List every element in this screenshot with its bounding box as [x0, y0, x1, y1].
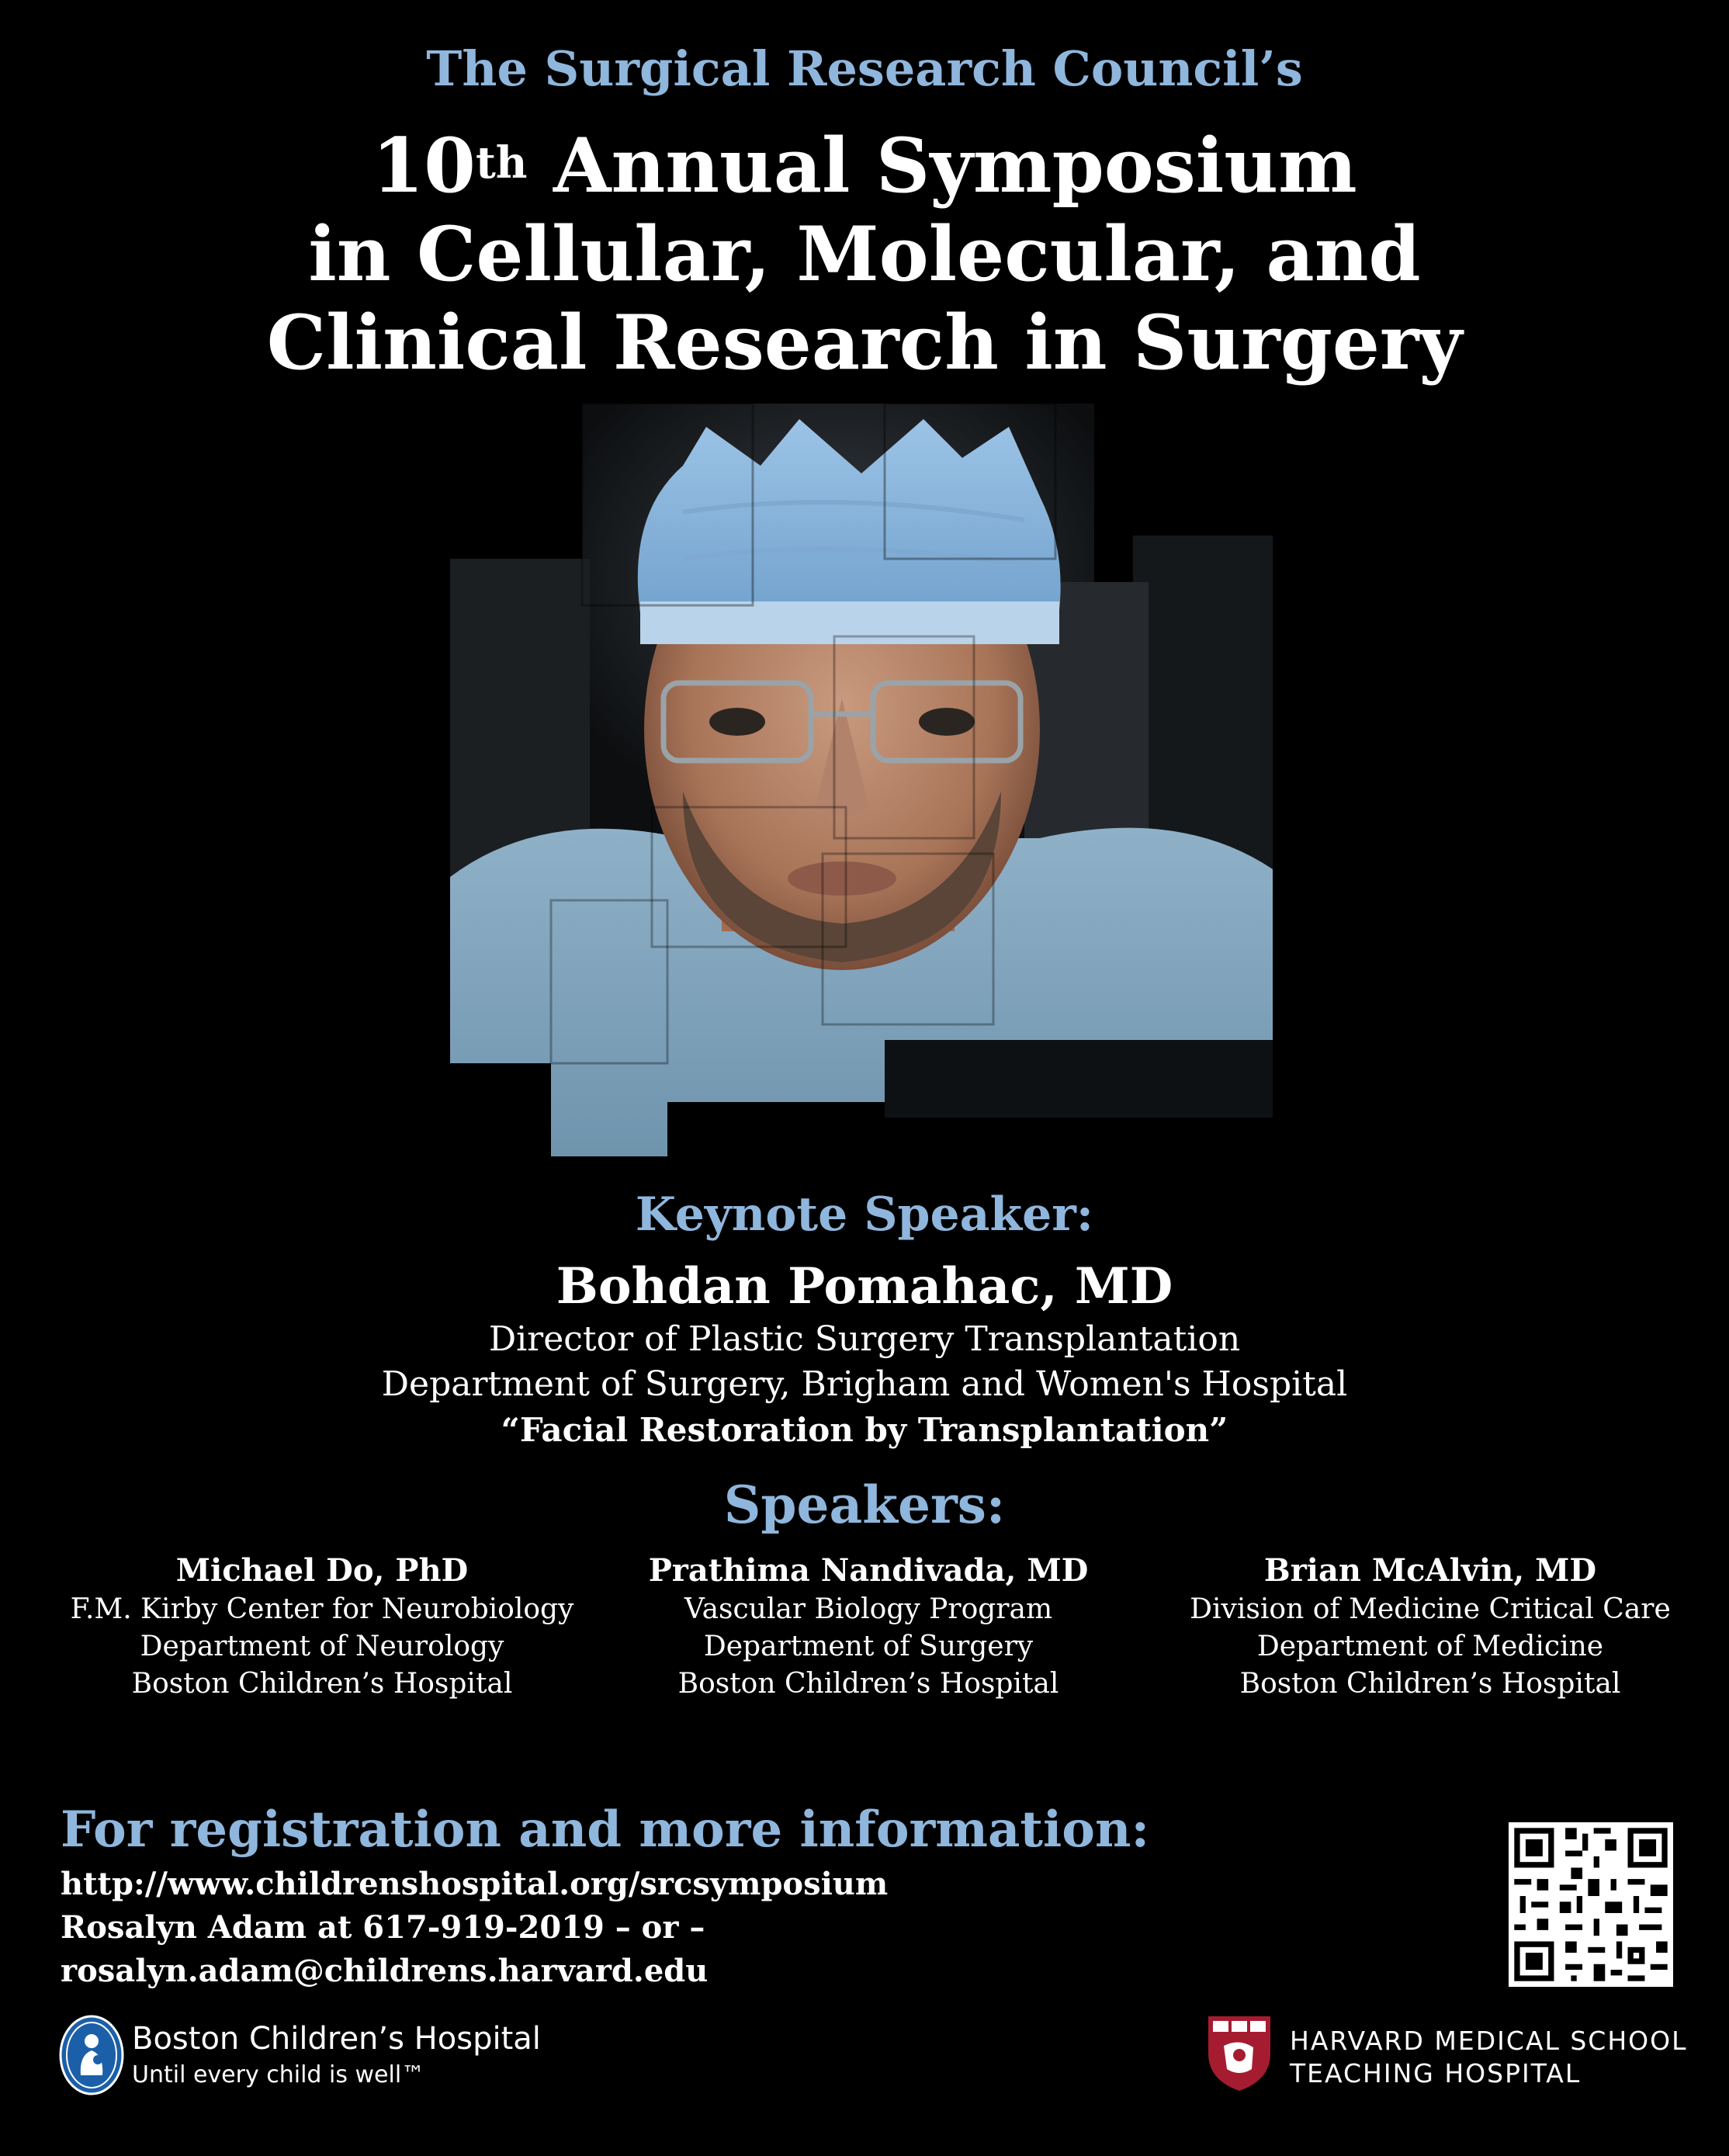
keynote-name: Bohdan Pomahac, MD — [556, 1257, 1173, 1315]
speaker-card — [1143, 1551, 1717, 1703]
keynote-title-line1: Director of Plastic Surgery Transplantation — [488, 1319, 1241, 1359]
speakers-label: Speakers: — [723, 1475, 1006, 1535]
speaker-affiliation-line1: Vascular Biology Program — [684, 1593, 1053, 1625]
speaker-affiliation-line3: Boston Children’s Hospital — [131, 1668, 513, 1700]
harvard-medical-school-text: HARVARD MEDICAL SCHOOL — [1290, 2026, 1688, 2056]
speaker-name: Michael Do, PhD — [175, 1552, 469, 1589]
harvard-shield-icon — [1207, 2015, 1272, 2095]
speaker-card — [581, 1551, 1156, 1703]
keynote-label: Keynote Speaker: — [635, 1187, 1094, 1242]
registration-label: For registration and more information: — [61, 1801, 1150, 1859]
registration-url-link[interactable]: http://www.childrenshospital.org/srcsymposium — [61, 1866, 889, 1902]
qr-code-icon[interactable] — [1509, 1822, 1673, 1987]
council-name: The Surgical Research Council’s — [426, 40, 1303, 97]
speaker-affiliation-line2: Department of Neurology — [140, 1631, 504, 1662]
speaker-affiliation-line3: Boston Children’s Hospital — [677, 1668, 1059, 1700]
title-number: 10 — [372, 122, 476, 210]
symposium-title-line1 — [0, 123, 1729, 210]
title-suffix: th — [475, 137, 528, 189]
surgeon-portrait-image — [450, 404, 1273, 1156]
speaker-card — [35, 1551, 609, 1703]
speaker-affiliation-line2: Department of Surgery — [703, 1631, 1034, 1662]
boston-childrens-name: Boston Children’s Hospital — [132, 2021, 541, 2057]
speaker-name: Brian McAlvin, MD — [1263, 1552, 1597, 1589]
keynote-title-line2: Department of Surgery, Brigham and Women's Hospital — [381, 1364, 1348, 1404]
symposium-title-line3: Clinical Research in Surgery — [266, 299, 1463, 386]
speaker-affiliation-line2: Department of Medicine — [1256, 1631, 1604, 1662]
speaker-affiliation-line1: Division of Medicine Critical Care — [1190, 1593, 1671, 1625]
boston-childrens-logo-icon — [59, 2015, 124, 2099]
speaker-affiliation-line1: F.M. Kirby Center for Neurobiology — [70, 1593, 574, 1625]
speaker-name: Prathima Nandivada, MD — [648, 1552, 1089, 1589]
keynote-portrait-collage — [450, 404, 1273, 1156]
registration-email-link[interactable]: rosalyn.adam@childrens.harvard.edu — [61, 1953, 709, 1989]
title-rest: Annual Symposium — [527, 122, 1357, 210]
registration-contact-phone: Rosalyn Adam at 617-919-2019 – or – — [61, 1909, 705, 1946]
speaker-affiliation-line3: Boston Children’s Hospital — [1239, 1668, 1621, 1700]
keynote-talk-title: “Facial Restoration by Transplantation” — [501, 1411, 1228, 1449]
boston-childrens-tagline: Until every child is well™ — [132, 2061, 425, 2088]
teaching-hospital-text: TEACHING HOSPITAL — [1290, 2058, 1582, 2088]
symposium-title-line2: in Cellular, Molecular, and — [308, 210, 1421, 298]
